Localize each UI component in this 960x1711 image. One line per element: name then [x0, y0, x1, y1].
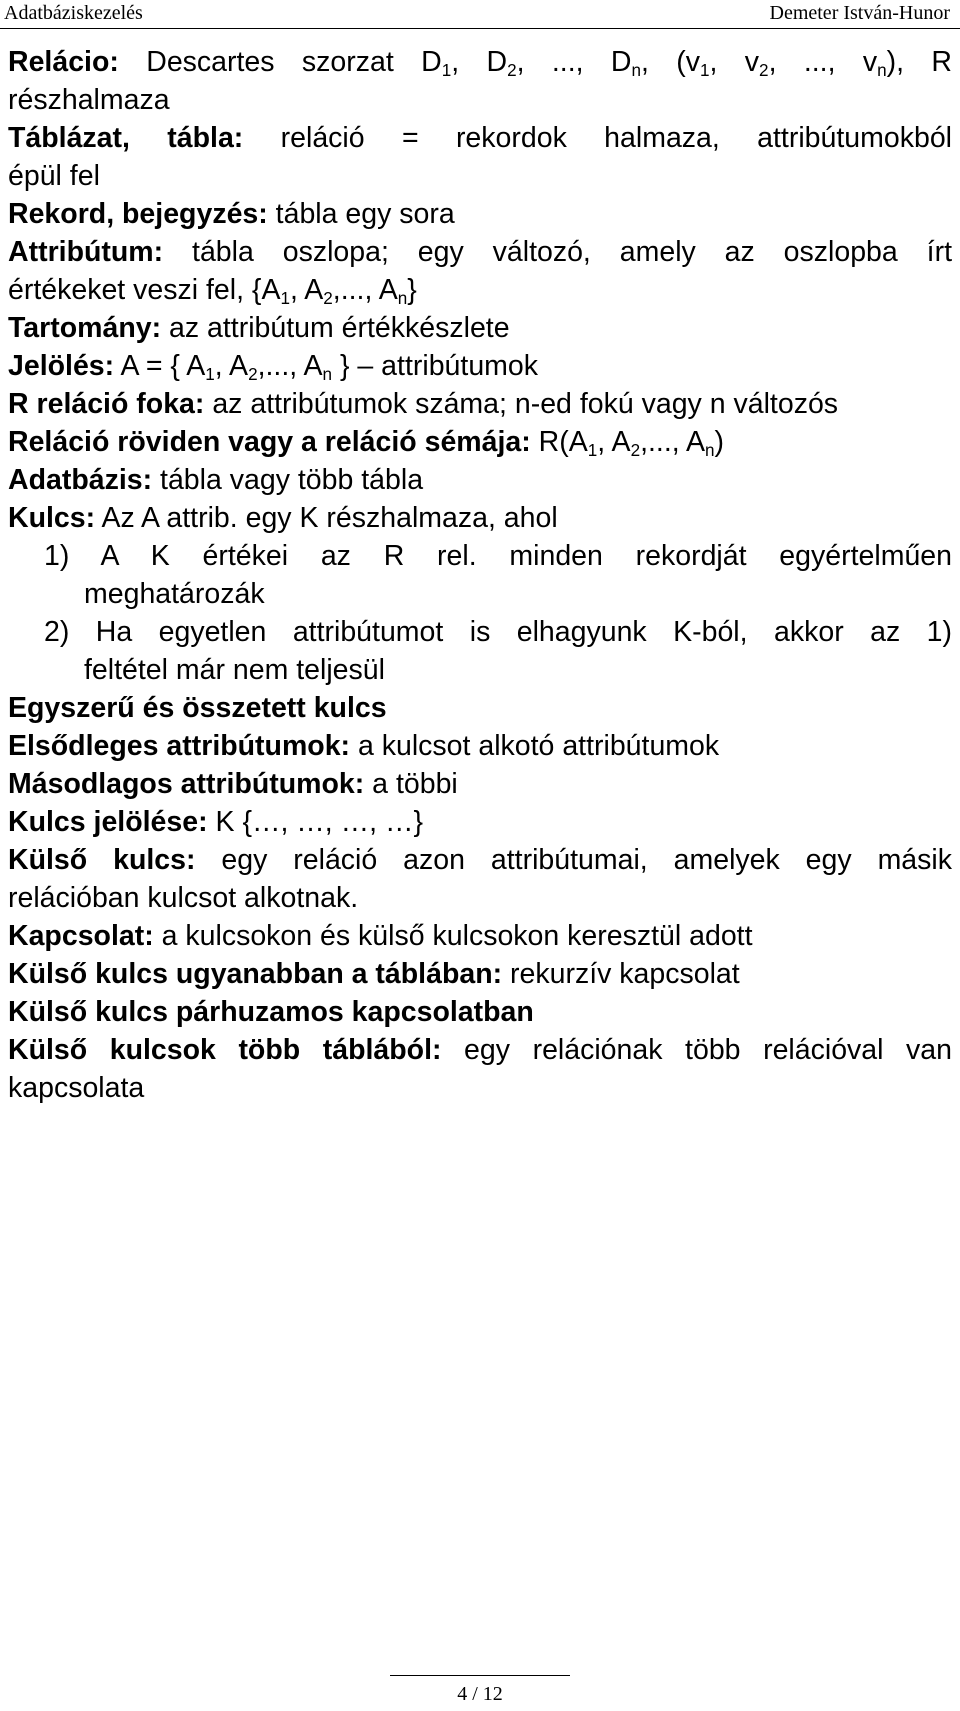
term-rekord: Rekord, bejegyzés: [8, 198, 268, 230]
line-tablazat-cont: épül fel [8, 160, 100, 192]
text: K {…, …, …, …} [207, 806, 423, 838]
line-adatbazis [8, 461, 952, 499]
text: az attribútumok száma; n-ed fokú vagy n változós [204, 388, 839, 420]
header-left-title: Adatbáziskezelés [4, 2, 143, 24]
text: tábla vagy több tábla [152, 464, 424, 496]
text: az attribútum értékkészlete [161, 312, 510, 344]
list-item-1-cont: meghatározák [84, 578, 265, 610]
subscript: 1 [700, 61, 710, 81]
text: a kulcsokon és külső kulcsokon keresztül adott [153, 920, 753, 952]
term-kulso-tobb: Külső kulcsok több táblából: [8, 1034, 442, 1066]
term-relacio-foka: R reláció foka: [8, 388, 205, 420]
text: Descartes szorzat D [118, 46, 442, 78]
term-relacio-semaja: Reláció röviden vagy a reláció sémája: [8, 426, 531, 458]
line-kulso-parhuzamos [8, 993, 952, 1031]
subscript: 2 [630, 441, 641, 461]
subscript: n [397, 289, 408, 309]
term-kulcs: Kulcs: [8, 502, 96, 534]
subscript: 1 [205, 365, 215, 385]
term-tablazat: Táblázat, tábla: [8, 122, 244, 154]
line-attributum-cont [8, 271, 952, 309]
text: értékeket veszi fel, {A [8, 274, 281, 306]
footer-rule [390, 1675, 570, 1676]
text: egy reláció azon attribútumai, amelyek egy másik [195, 844, 952, 876]
text: , A [289, 274, 324, 306]
subscript: 2 [248, 365, 258, 385]
line-kulcs-jelolese [8, 803, 952, 841]
text: reláció = rekordok halmaza, attribútumokból [243, 122, 953, 154]
term-kulso-parhuzamos: Külső kulcs párhuzamos kapcsolatban [8, 996, 534, 1028]
text: tábla egy sora [267, 198, 455, 230]
term-kapcsolat: Kapcsolat: [8, 920, 154, 952]
text: , (v [640, 46, 700, 78]
text: , D [451, 46, 508, 78]
text: , A [214, 350, 249, 382]
subscript: 1 [280, 289, 290, 309]
text: a kulcsot alkotó attribútumok [350, 730, 720, 762]
subscript: 2 [323, 289, 333, 309]
text: Az A attrib. egy K részhalmaza, ahol [95, 502, 558, 534]
text: ,..., A [332, 274, 398, 306]
text: egy relációnak több relációval van [441, 1034, 952, 1066]
line-relacio-semaja [8, 423, 952, 461]
term-attributum: Attribútum: [8, 236, 164, 268]
text: , ..., D [516, 46, 632, 78]
term-jeloles: Jelölés: [8, 350, 115, 382]
text: ,..., A [257, 350, 323, 382]
header-right-author: Demeter István-Hunor [769, 2, 950, 24]
list-item-1: 1) A K értékei az R rel. minden rekordját egyértelműen [44, 540, 952, 572]
line-kulso-tobb [8, 1031, 952, 1069]
line-kulso-kulcs [8, 841, 952, 879]
page-header [0, 0, 960, 30]
term-elsodleges: Elsődleges attribútumok: [8, 730, 351, 762]
subscript: n [631, 61, 641, 81]
line-kapcsolat [8, 917, 952, 955]
subscript: n [877, 61, 887, 81]
line-kulso-tobb-cont: kapcsolata [8, 1072, 145, 1104]
page-number: 4 / 12 [457, 1683, 503, 1705]
text: , ..., v [768, 46, 878, 78]
text: , v [709, 46, 760, 78]
line-tartomany [8, 309, 952, 347]
text: , A [597, 426, 631, 458]
subscript: 1 [441, 61, 452, 81]
term-egyszeru-kulcs: Egyszerű és összetett kulcs [8, 692, 387, 724]
text: R(A [530, 426, 588, 458]
subscript: n [705, 441, 715, 461]
line-tablazat [8, 119, 952, 157]
line-rekord [8, 195, 952, 233]
line-egyszeru-kulcs [8, 689, 952, 727]
term-kulso-kulcs: Külső kulcs: [8, 844, 196, 876]
term-kulcs-jelolese: Kulcs jelölése: [8, 806, 208, 838]
line-kulso-kulcs-cont: relációban kulcsot alkotnak. [8, 882, 359, 914]
text: rekurzív kapcsolat [502, 958, 740, 990]
text: tábla oszlopa; egy változó, amely az oszlopba írt [163, 236, 952, 268]
subscript: 2 [507, 61, 517, 81]
term-relacio: Relácio: [8, 46, 119, 78]
term-adatbazis: Adatbázis: [8, 464, 153, 496]
line-masodlagos [8, 765, 952, 803]
subscript: 1 [587, 441, 598, 461]
list-item-2: 2) Ha egyetlen attribútumot is elhagyunk K-ból, akkor az 1) [44, 616, 952, 648]
line-relacio-cont: részhalmaza [8, 84, 170, 116]
term-masodlagos: Másodlagos attribútumok: [8, 768, 365, 800]
line-kulso-ugyanabban [8, 955, 952, 993]
text: A = { A [114, 350, 206, 382]
term-tartomany: Tartomány: [8, 312, 162, 344]
line-kulcs [8, 499, 952, 537]
text: } – attribútumok [332, 350, 539, 382]
line-jeloles [8, 347, 952, 385]
definitions-body [8, 43, 952, 1107]
line-relacio [8, 43, 952, 81]
line-attributum [8, 233, 952, 271]
text: } [407, 274, 417, 306]
line-elsodleges [8, 727, 952, 765]
text: a többi [364, 768, 458, 800]
text: ), R [886, 46, 952, 78]
subscript: 2 [759, 61, 769, 81]
list-item-2-cont: feltétel már nem teljesül [84, 654, 385, 686]
subscript: n [322, 365, 333, 385]
text: ,..., A [640, 426, 706, 458]
line-relacio-foka [8, 385, 952, 423]
header-rule [0, 28, 960, 29]
text: ) [714, 426, 725, 458]
term-kulso-ugyanabban: Külső kulcs ugyanabban a táblában: [8, 958, 503, 990]
